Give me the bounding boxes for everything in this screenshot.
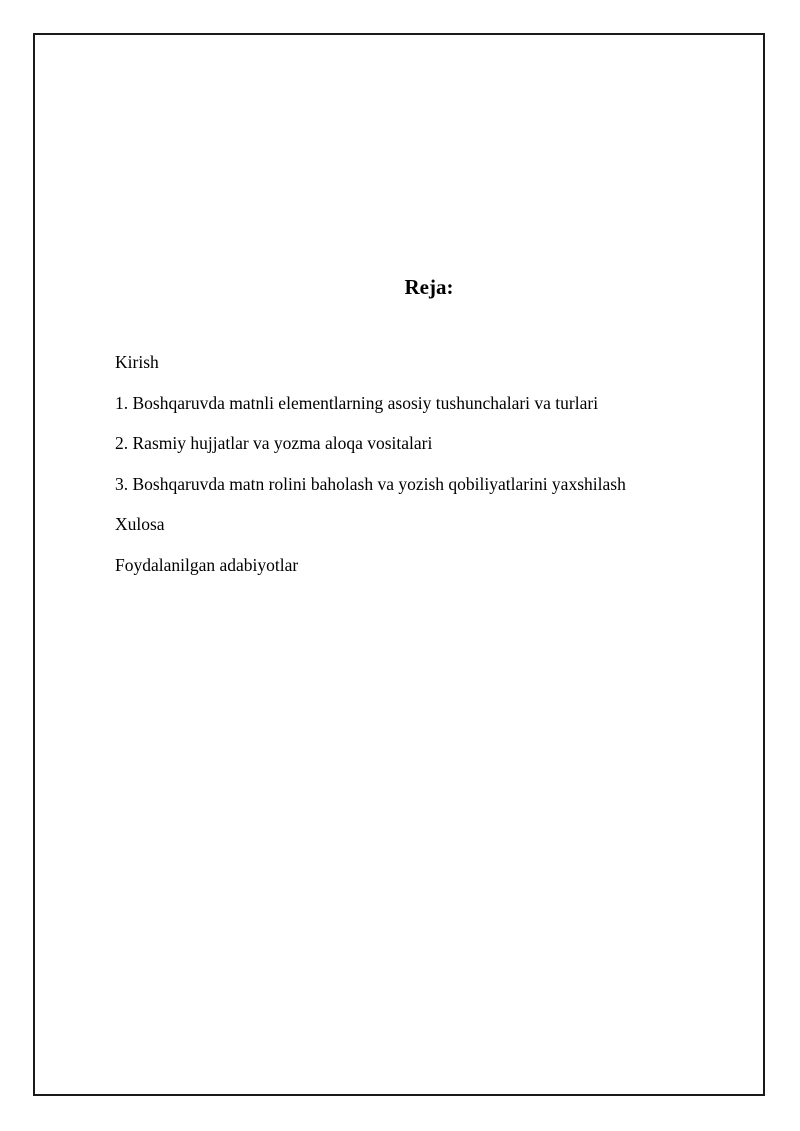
- toc-item-section-1: 1. Boshqaruvda matnli elementlarning asosiy tushunchalari va turlari: [115, 392, 599, 413]
- toc-item-references: Foydalanilgan adabiyotlar: [115, 554, 299, 575]
- toc-item-conclusion: Xulosa: [115, 514, 165, 535]
- toc-item-section-2: 2. Rasmiy hujjatlar va yozma aloqa vositalari: [115, 433, 433, 454]
- page-title: Reja:: [404, 275, 454, 299]
- toc-item-introduction: Kirish: [115, 352, 159, 372]
- table-of-contents: [115, 350, 626, 594]
- toc-item-section-3: 3. Boshqaruvda matn rolini baholash va yozish qobiliyatlarini yaxshilash: [115, 473, 626, 494]
